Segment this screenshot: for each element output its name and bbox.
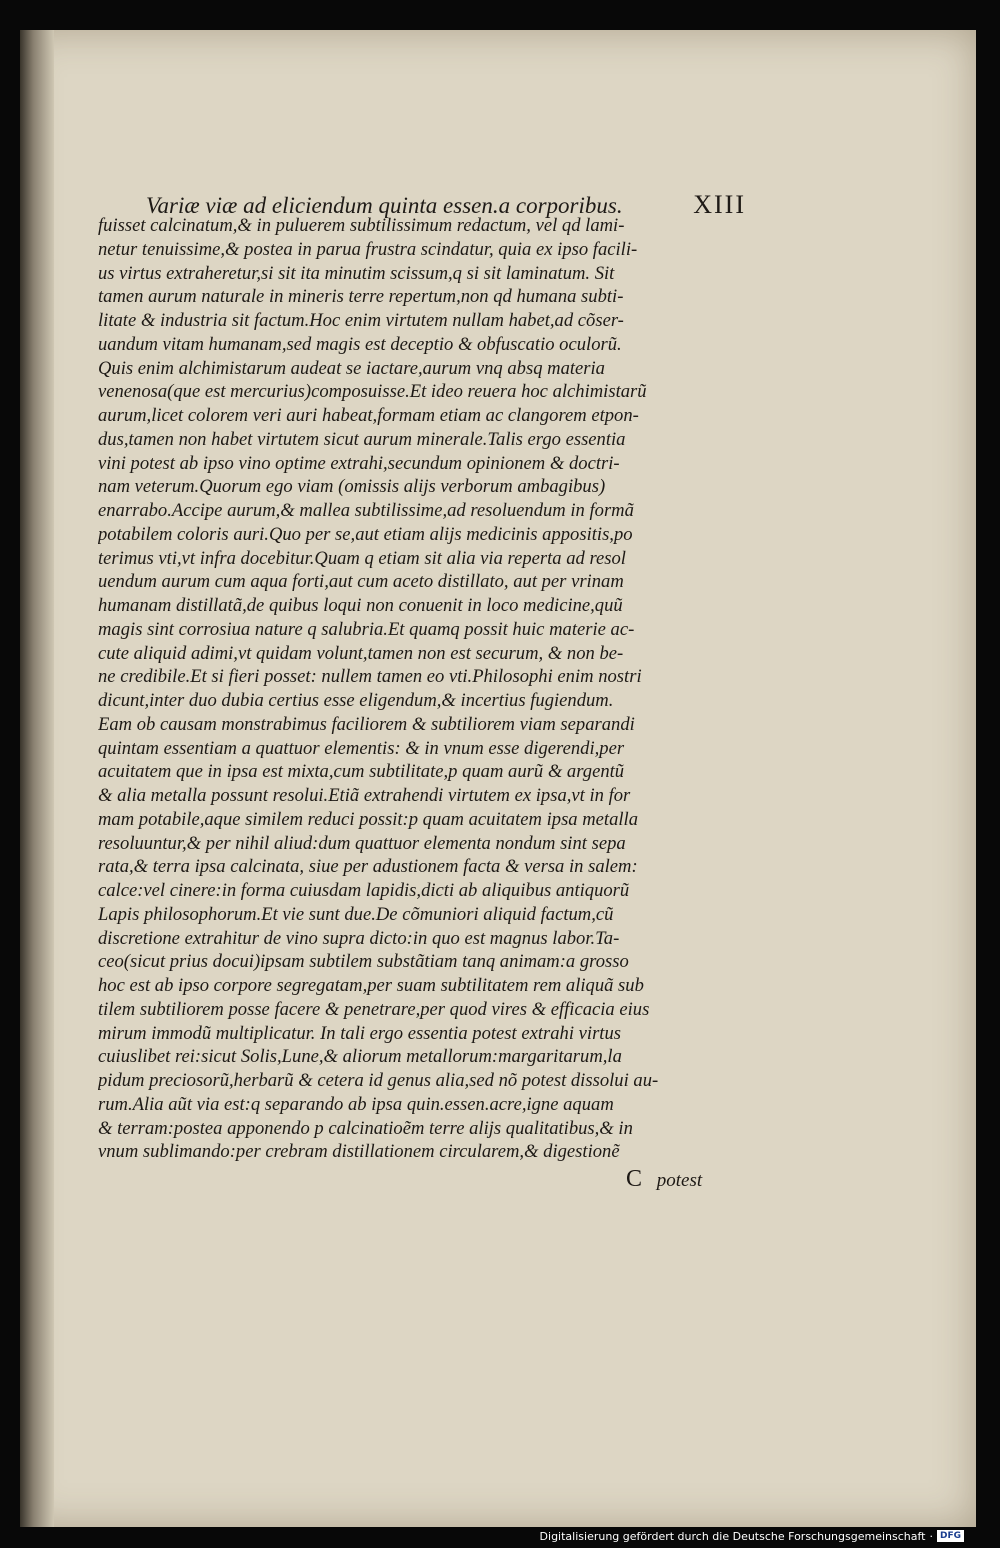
text-line: ceo(sicut prius docui)ipsam subtilem substãtiam tanq animam:a grosso: [98, 951, 629, 973]
text-line: magis sint corrosiua nature q salubria.Et quamq possit huic materie ac-: [98, 618, 635, 640]
text-line: aurum,licet colorem veri auri habeat,formam etiam ac clangorem etpon-: [98, 405, 639, 426]
text-line: calce:vel cinere:in forma cuiusdam lapidis,dicti ab aliquibus antiquorũ: [98, 880, 630, 901]
text-line: us virtus extraheretur,si sit ita minutim scissum,q si sit laminatum. Sit: [98, 262, 615, 284]
running-head: Variæ viæ ad eliciendum quinta essen.a corporibus.: [146, 193, 623, 218]
digitization-footer: Digitalisierung gefördert durch die Deutsche Forschungsgemeinschaft · DFG: [540, 1528, 964, 1544]
signature-mark: C: [626, 1166, 643, 1192]
footer-credit: Digitalisierung gefördert durch die Deutsche Forschungsgemeinschaft: [539, 1529, 926, 1543]
text-line: vini potest ab ipso vino optime extrahi,secundum opinionem & doctri-: [98, 452, 620, 474]
text-line: enarrabo.Accipe aurum,& mallea subtilissime,ad resoluendum in formã: [98, 500, 634, 521]
signature-line: [626, 1166, 702, 1193]
text-line: potabilem coloris auri.Quo per se,aut etiam alijs medicinis appositis,po: [98, 523, 633, 545]
text-line: ne credibile.Et si fieri posset: nullem tamen eo vti.Philosophi enim nostri: [98, 666, 642, 688]
text-line: rum.Alia aũt via est:q separando ab ipsa quin.essen.acre,igne aquam: [98, 1093, 614, 1115]
text-line: hoc est ab ipso corpore segregatam,per suam subtilitatem rem aliquã sub: [98, 975, 644, 996]
text-line: & terram:postea apponendo p calcinatioẽm terre alijs qualitatibus,& in: [98, 1117, 633, 1139]
text-line: vnum sublimando:per crebram distillationem circularem,& digestionẽ: [98, 1141, 620, 1163]
text-line: dus,tamen non habet virtutem sicut aurum minerale.Talis ergo essentia: [98, 428, 626, 450]
text-line: humanam distillatã,de quibus loqui non conuenit in loco medicine,quũ: [98, 595, 623, 616]
text-line: Quis enim alchimistarum audeat se iactare,aurum vnq absq materia: [98, 357, 605, 379]
dfg-logo-icon: DFG: [937, 1530, 964, 1542]
text-line: nam veterum.Quorum ego viam (omissis alijs verborum ambagibus): [98, 476, 606, 498]
text-line: Eam ob causam monstrabimus faciliorem & subtiliorem viam separandi: [98, 713, 635, 735]
text-line: tilem subtiliorem posse facere & penetrare,per quod vires & efficacia eius: [98, 998, 650, 1020]
text-line: uandum vitam humanam,sed magis est deceptio & obfuscatio oculorũ.: [98, 333, 622, 355]
text-line: Lapis philosophorum.Et vie sunt due.De cõmuniori aliquid factum,cũ: [98, 903, 614, 925]
text-line: fuisset calcinatum,& in puluerem subtilissimum redactum, vel qd lami-: [98, 215, 625, 236]
text-line: acuitatem que in ipsa est mixta,cum subtilitate,p quam aurũ & argentũ: [98, 761, 625, 783]
text-line: quintam essentiam a quattuor elementis: & in vnum esse digerendi,per: [98, 737, 625, 759]
text-line: litate & industria sit factum.Hoc enim virtutem nullam habet,ad cõser-: [98, 310, 624, 331]
catchword: potest: [656, 1170, 703, 1191]
text-line: cuiuslibet rei:sicut Solis,Lune,& aliorum metallorum:margaritarum,la: [98, 1046, 622, 1068]
text-line: dicunt,inter duo dubia certius esse eligendum,& incertius fugiendum.: [98, 690, 614, 711]
text-line: netur tenuissime,& postea in parua frustra scindatur, quia ex ipso facili-: [98, 238, 638, 260]
page-gutter: [20, 30, 54, 1527]
text-line: discretione extrahitur de vino supra dicto:in quo est magnus labor.Ta-: [98, 927, 620, 949]
text-line: mirum immodũ multiplicatur. In tali ergo essentia potest extrahi virtus: [98, 1022, 622, 1044]
text-line: cute aliquid adimi,vt quidam volunt,tamen non est securum, & non be-: [98, 642, 624, 664]
folio-number: XIII: [693, 190, 746, 219]
body-text: [98, 214, 730, 1164]
text-line: rata,& terra ipsa calcinata, siue per adustionem facta & versa in salem:: [98, 856, 638, 878]
text-line: mam potabile,aque similem reduci possit:p quam acuitatem ipsa metalla: [98, 808, 639, 830]
text-line: venenosa(que est mercurius)composuisse.Et ideo reuera hoc alchimistarũ: [98, 381, 647, 403]
text-line: & alia metalla possunt resolui.Etiã extrahendi virtutem ex ipsa,vt in for: [98, 785, 631, 806]
text-line: pidum preciosorũ,herbarũ & cetera id genus alia,sed nõ potest dissolui au-: [98, 1070, 659, 1091]
text-line: terimus vti,vt infra docebitur.Quam q etiam sit alia via reperta ad resol: [98, 547, 626, 569]
text-line: resoluuntur,& per nihil aliud:dum quattuor elementa nondum sint sepa: [98, 832, 626, 854]
text-line: tamen aurum naturale in mineris terre repertum,non qd humana subti-: [98, 286, 624, 308]
text-line: uendum aurum cum aqua forti,aut cum aceto distillato, aut per vrinam: [98, 571, 624, 593]
